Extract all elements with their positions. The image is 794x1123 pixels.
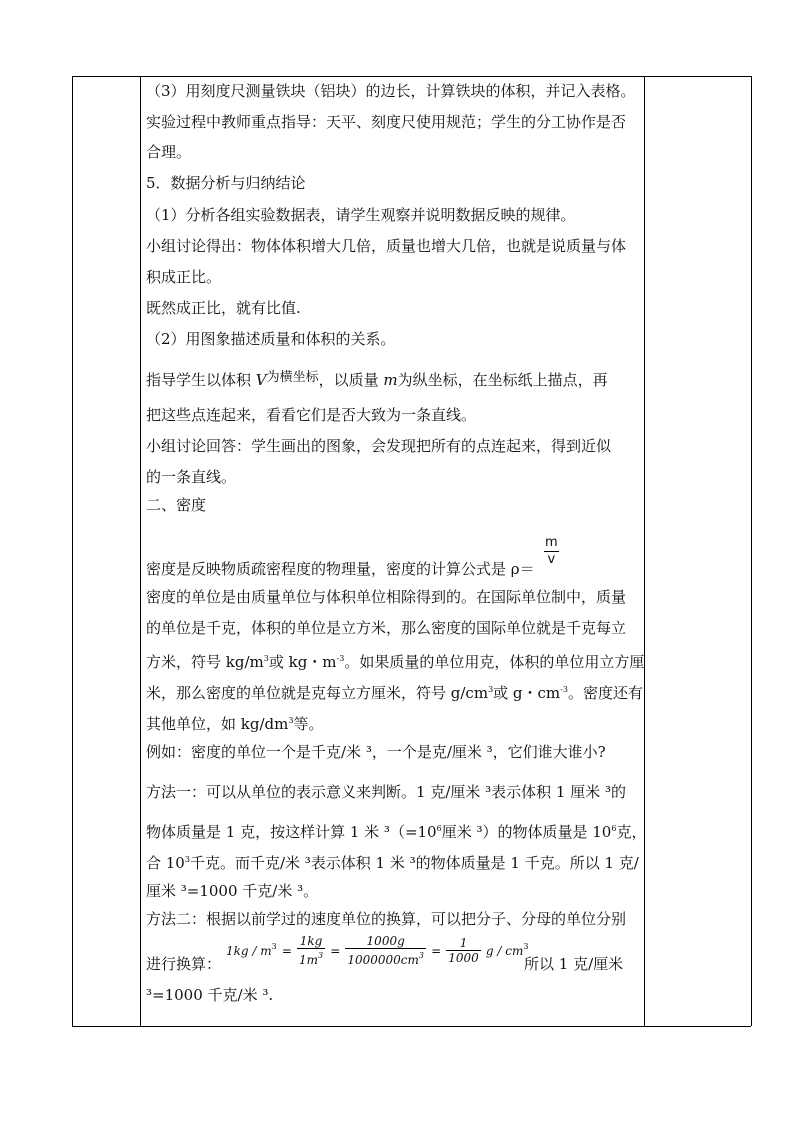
paragraph-group-discussion: 小组讨论得出：物体体积增大几倍，质量也增大几倍，也就是说质量与体	[146, 237, 627, 255]
paragraph-graph-instruction-end: 把这些点连起来，看看它们是否大致为一条直线。	[146, 406, 477, 424]
formula-numerator: m	[545, 535, 558, 550]
paragraph-example: 例如：密度的单位一个是千克/米 ³，一个是克/厘米 ³，它们谁大谁小?	[146, 743, 606, 761]
paragraph-analysis-2: （2）用图象描述质量和体积的关系。	[146, 330, 396, 348]
paragraph-density-unit: 密度的单位是由质量单位与体积单位相除得到的。在国际单位制中，质量	[146, 588, 627, 606]
paragraph-density-unit-3	[146, 649, 644, 672]
formula-denominator: v	[547, 552, 556, 567]
paragraph-teacher-guidance-end: 合理。	[146, 143, 192, 161]
paragraph-method-2: 方法二：根据以前学过的速度单位的换算，可以把分子、分母的单位分别	[146, 910, 627, 928]
text-segment: 或 kg・m	[268, 653, 337, 671]
paragraph-method-1-3	[146, 850, 639, 873]
superscript: -3	[336, 654, 345, 663]
paragraph-density-definition: 密度是反映物质疏密程度的物理量，密度的计算公式是 ρ＝	[146, 560, 535, 578]
den-text: 1000000cm	[347, 953, 419, 967]
text-segment: 或 g・cm	[493, 684, 561, 702]
text-segment: 为横坐标	[266, 370, 319, 385]
density-formula-fraction	[544, 535, 559, 568]
paragraph-group-discussion-end: 积成正比。	[146, 268, 222, 286]
paragraph-method-1-2	[146, 819, 646, 842]
variable-v: V	[255, 371, 267, 389]
superscript: 6	[436, 824, 442, 833]
den-text: 1m	[298, 953, 318, 967]
text-segment: 为纵坐标，在坐标纸上描点，再	[397, 371, 608, 389]
text-segment: 厘米 ³）的物体质量是 10	[441, 823, 612, 841]
section-heading-density: 二、密度	[146, 496, 207, 514]
paragraph-density-unit-2: 的单位是千克，体积的单位是立方米，那么密度的国际单位就是千克每立	[146, 619, 627, 637]
equals-sign: =	[330, 944, 341, 958]
superscript: 3	[263, 654, 269, 663]
paragraph-method-1-4: 厘米 ³=1000 千克/米 ³。	[146, 882, 319, 900]
variable-m: m	[383, 371, 398, 389]
text-segment: 千克。而千克/米 ³表示体积 1 米 ³的物体质量是 1 千克。所以 1 克/	[189, 854, 639, 872]
text-segment: 。如果质量的单位用克，体积的单位用立方厘	[344, 653, 645, 671]
text-segment: 合 10	[146, 854, 185, 872]
table-left-border	[72, 76, 73, 1026]
table-col-divider-1	[140, 76, 141, 1026]
paragraph-teacher-guidance: 实验过程中教师重点指导：天平、刻度尺使用规范；学生的分工协作是否	[146, 113, 627, 131]
text-segment: 米，那么密度的单位就是克每立方厘米，符号 g/cm	[146, 684, 489, 702]
text-segment: 进行换算：	[146, 955, 222, 973]
text-segment: 其他单位，如 kg/dm	[146, 715, 289, 733]
formula-lhs: 1kg / m	[226, 944, 272, 958]
superscript: 3	[523, 942, 529, 951]
superscript: 3	[488, 685, 494, 694]
section-heading-5: 5．数据分析与归纳结论	[146, 174, 306, 192]
superscript: 3	[271, 942, 277, 951]
paragraph-analysis-1: （1）分析各组实验数据表，请学生观察并说明数据反映的规律。	[146, 206, 576, 224]
table-bottom-border	[72, 1026, 751, 1027]
paragraph-density-unit-4	[146, 680, 643, 703]
text-segment: 指导学生以体积	[146, 371, 256, 389]
superscript: 3	[418, 951, 424, 960]
fraction-numerator: 1kg	[297, 934, 325, 949]
formula-fraction-2	[345, 934, 426, 967]
paragraph-ratio: 既然成正比，就有比值.	[146, 299, 301, 317]
equals-sign: =	[281, 944, 292, 958]
superscript: 6	[611, 824, 617, 833]
text-segment: 。密度还有	[567, 684, 643, 702]
table-right-border	[751, 76, 752, 1026]
superscript: 3	[318, 951, 324, 960]
formula-fraction-1	[297, 934, 325, 967]
paragraph-method-2-result: 所以 1 克/厘米	[524, 955, 624, 973]
formula-fraction-3	[446, 936, 481, 965]
fraction-numerator: 1	[446, 936, 481, 951]
paragraph-graph-instruction	[146, 368, 608, 390]
superscript: -3	[560, 685, 568, 694]
unit-conversion-formula	[226, 934, 528, 967]
table-col-divider-2	[644, 76, 645, 1026]
fraction-numerator: 1000g	[345, 934, 426, 949]
paragraph-group-answer-end: 的一条直线。	[146, 468, 237, 486]
paragraph-step-3: （3）用刻度尺测量铁块（铝块）的边长，计算铁块的体积，并记入表格。	[146, 82, 636, 100]
equals-sign: =	[431, 944, 442, 958]
superscript: 3	[184, 855, 190, 864]
text-segment: ，以质量	[318, 371, 384, 389]
text-segment: 物体质量是 1 克，按这样计算 1 米 ³（=10	[146, 823, 437, 841]
text-segment: 克，	[616, 823, 647, 841]
paragraph-density-unit-5	[146, 711, 323, 734]
superscript: 3	[288, 716, 294, 725]
paragraph-group-answer: 小组讨论回答：学生画出的图象，会发现把所有的点连起来，得到近似	[146, 437, 612, 455]
table-top-border	[72, 76, 751, 77]
fraction-denominator	[345, 949, 426, 967]
formula-rhs-unit: g / cm	[485, 944, 524, 958]
paragraph-method-2-result-end: ³=1000 千克/米 ³.	[146, 986, 274, 1004]
fraction-denominator: 1000	[448, 951, 479, 965]
text-segment: 等。	[293, 715, 324, 733]
paragraph-method-2-conversion	[146, 954, 221, 974]
text-segment: 方米，符号 kg/m	[146, 653, 264, 671]
paragraph-method-1: 方法一：可以从单位的表示意义来判断。1 克/厘米 ³表示体积 1 厘米 ³的	[146, 783, 627, 801]
fraction-denominator	[297, 949, 325, 967]
